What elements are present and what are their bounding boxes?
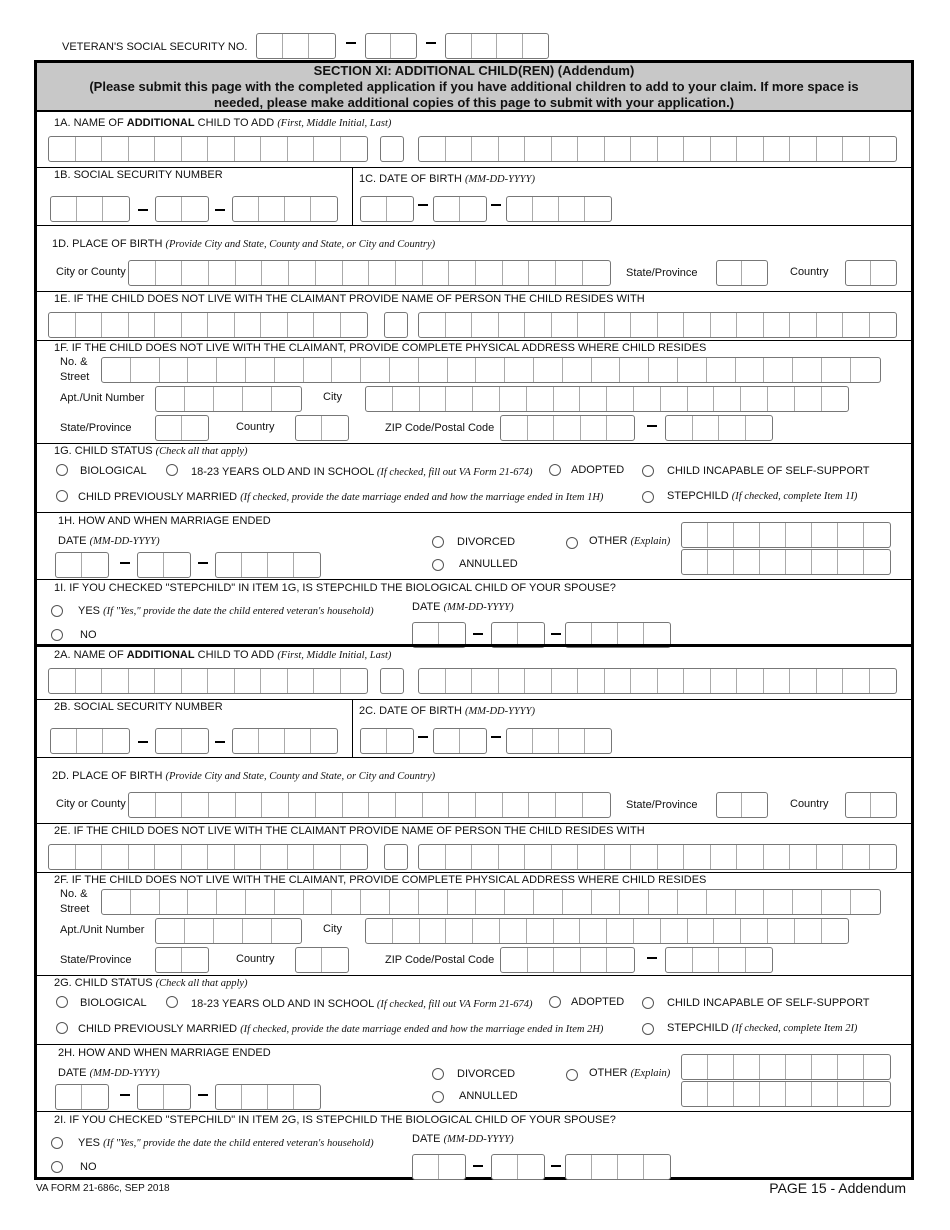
resides-middle-initial-input[interactable] [384, 844, 408, 870]
incapable-radio[interactable] [642, 997, 654, 1009]
ssn-label: 1B. SOCIAL SECURITY NUMBER [54, 169, 223, 181]
dash [491, 204, 501, 206]
annulled-radio[interactable] [432, 1091, 444, 1103]
dash [138, 741, 148, 743]
resides-last-name-input[interactable] [418, 312, 897, 338]
city-county-label: City or County [56, 798, 126, 810]
name-label [54, 117, 391, 129]
section-subtitle-1: (Please submit this page with the completed application if you have additional children to add to your claim. If more space is [89, 79, 859, 94]
child-dob-day-input[interactable] [433, 728, 487, 754]
married-hint: (If checked, provide the date marriage ended and how the marriage ended in Item 2H) [240, 1024, 604, 1035]
dash [418, 736, 428, 738]
name-label [54, 649, 391, 661]
resides-name-label: 1E. IF THE CHILD DOES NOT LIVE WITH THE CLAIMANT PROVIDE NAME OF PERSON THE CHILD RESIDES WITH [54, 293, 645, 305]
no-street-label-1: No. & [60, 356, 88, 368]
previously-married-radio[interactable] [56, 490, 68, 502]
date-label: DATE [412, 601, 444, 613]
apt-label: Apt./Unit Number [60, 924, 145, 936]
marriage-month-input[interactable] [55, 1084, 109, 1110]
divider [37, 975, 911, 976]
divider [37, 291, 911, 292]
other-explain-line2-input[interactable] [681, 549, 891, 575]
divider [352, 167, 353, 225]
stepchild-label [667, 490, 857, 502]
child-dob-month-input[interactable] [360, 196, 414, 222]
country-label: Country [790, 266, 829, 278]
other-hint: (Explain) [630, 1068, 671, 1079]
annulled-label: ANNULLED [459, 1090, 518, 1102]
adopted-label: ADOPTED [571, 996, 625, 1008]
zip-extension-input[interactable] [665, 947, 773, 973]
incapable-label: CHILD INCAPABLE OF SELF-SUPPORT [667, 465, 870, 477]
stepchild-question-label: 1I. IF YOU CHECKED "STEPCHILD" IN ITEM 1G, IS STEPCHILD THE BIOLOGICAL CHILD OF YOUR SPOUSE? [54, 582, 616, 594]
name-label-a: 1A. NAME OF [54, 117, 127, 129]
yes-label [78, 1137, 374, 1149]
name-label-b: CHILD TO ADD [194, 649, 278, 661]
dash [215, 741, 225, 743]
stepchild-question-label: 2I. IF YOU CHECKED "STEPCHILD" IN ITEM 2G, IS STEPCHILD THE BIOLOGICAL CHILD OF YOUR SPOUSE? [54, 1114, 616, 1126]
status-label [54, 445, 248, 457]
resides-first-name-input[interactable] [48, 312, 368, 338]
step-hint: (If checked, complete Item 2I) [731, 1023, 858, 1034]
child-ssn-part1-input[interactable] [50, 196, 130, 222]
dash [138, 209, 148, 211]
stepchild-no-radio[interactable] [51, 629, 63, 641]
status-hint: (Check all that apply) [155, 978, 248, 989]
divider [37, 167, 911, 168]
stepchild-label-text: STEPCHILD [667, 1022, 732, 1034]
school-label [191, 466, 532, 478]
date-hint: (MM-DD-YYYY) [443, 1134, 514, 1145]
veteran-ssn-label: VETERAN'S SOCIAL SECURITY NO. [62, 41, 248, 53]
school-radio[interactable] [166, 464, 178, 476]
biological-radio[interactable] [56, 996, 68, 1008]
name-hint: (First, Middle Initial, Last) [277, 118, 392, 129]
country-label: Country [790, 798, 829, 810]
entered-month-input[interactable] [412, 1154, 466, 1180]
child-ssn-part2-input[interactable] [155, 196, 209, 222]
adopted-radio[interactable] [549, 996, 561, 1008]
marriage-day-input[interactable] [137, 1084, 191, 1110]
married-hint: (If checked, provide the date marriage ended and how the marriage ended in Item 1H) [240, 492, 604, 503]
date-hint: (MM-DD-YYYY) [443, 602, 514, 613]
yes-label-text: YES [78, 605, 104, 617]
form-frame [34, 60, 914, 1180]
state-input[interactable] [155, 947, 209, 973]
child-ssn-part3-input[interactable] [232, 728, 338, 754]
name-label-a: 2A. NAME OF [54, 649, 127, 661]
state-province-label: State/Province [626, 799, 698, 811]
dash [198, 1094, 208, 1096]
ssn-label: 2B. SOCIAL SECURITY NUMBER [54, 701, 223, 713]
stepchild-label-text: STEPCHILD [667, 490, 732, 502]
country-input[interactable] [295, 947, 349, 973]
divider [37, 1111, 911, 1112]
entered-day-input[interactable] [491, 1154, 545, 1180]
city-county-label: City or County [56, 266, 126, 278]
child-ssn-part1-input[interactable] [50, 728, 130, 754]
country-input[interactable] [295, 415, 349, 441]
previously-married-radio[interactable] [56, 1022, 68, 1034]
stepchild-radio[interactable] [642, 1023, 654, 1035]
resides-address-label: 1F. IF THE CHILD DOES NOT LIVE WITH THE CLAIMANT, PROVIDE COMPLETE PHYSICAL ADDRESS WHERE CHILD RESIDES [54, 342, 707, 354]
other-label-text: OTHER [589, 1067, 631, 1079]
pob-hint: (Provide City and State, County and State, or City and Country) [165, 771, 436, 782]
city-label: City [323, 923, 342, 935]
stepchild-yes-radio[interactable] [51, 605, 63, 617]
incapable-label: CHILD INCAPABLE OF SELF-SUPPORT [667, 997, 870, 1009]
resides-first-name-input[interactable] [48, 844, 368, 870]
school-hint: (If checked, fill out VA Form 21-674) [376, 999, 533, 1010]
other-label-text: OTHER [589, 535, 631, 547]
stepchild-radio[interactable] [642, 491, 654, 503]
birth-state-input[interactable] [716, 792, 768, 818]
dash [551, 633, 561, 635]
page-number: PAGE 15 - Addendum [769, 1180, 906, 1196]
pob-hint: (Provide City and State, County and State, or City and Country) [165, 239, 436, 250]
no-label: NO [80, 629, 97, 641]
status-label-text: 1G. CHILD STATUS [54, 445, 156, 457]
stepchild-no-radio[interactable] [51, 1161, 63, 1173]
child-ssn-part3-input[interactable] [232, 196, 338, 222]
child-dob-day-input[interactable] [433, 196, 487, 222]
dash [491, 736, 501, 738]
apt-label: Apt./Unit Number [60, 392, 145, 404]
state-province-label: State/Province [626, 267, 698, 279]
marriage-year-input[interactable] [215, 552, 321, 578]
veteran-ssn-part1-input[interactable] [256, 33, 336, 59]
yes-hint: (If "Yes," provide the date the child entered veteran's household) [103, 606, 374, 617]
prev-married-label [78, 491, 603, 503]
zip-input[interactable] [500, 947, 635, 973]
biological-label: BIOLOGICAL [80, 465, 147, 477]
dob-label-text: 1C. DATE OF BIRTH [359, 173, 465, 185]
marriage-day-input[interactable] [137, 552, 191, 578]
divider [37, 823, 911, 824]
city-input[interactable] [365, 386, 849, 412]
ssn-dash [426, 42, 436, 44]
state-input[interactable] [155, 415, 209, 441]
prev-married-label [78, 1023, 603, 1035]
birth-city-input[interactable] [128, 792, 611, 818]
entered-date-label [412, 1133, 514, 1145]
city-input[interactable] [365, 918, 849, 944]
child-last-name-input[interactable] [418, 668, 897, 694]
child-last-name-input[interactable] [418, 136, 897, 162]
veteran-ssn-part3-input[interactable] [445, 33, 549, 59]
adopted-radio[interactable] [549, 464, 561, 476]
section-subtitle-2: needed, please make additional copies of this page to submit with your application.) [213, 95, 735, 110]
date-label: DATE [58, 1067, 90, 1079]
dash [647, 425, 657, 427]
dash [215, 209, 225, 211]
other-explain-line1-input[interactable] [681, 1054, 891, 1080]
date-hint: (MM-DD-YYYY) [89, 1068, 160, 1079]
divider [37, 443, 911, 444]
child-middle-initial-input[interactable] [380, 668, 404, 694]
ssn-dash [346, 42, 356, 44]
date-label: DATE [412, 1133, 444, 1145]
section-divider [37, 644, 911, 647]
incapable-radio[interactable] [642, 465, 654, 477]
other-explain-line1-input[interactable] [681, 522, 891, 548]
marriage-month-input[interactable] [55, 552, 109, 578]
divorced-radio[interactable] [432, 536, 444, 548]
dash [473, 633, 483, 635]
veteran-ssn-part2-input[interactable] [365, 33, 417, 59]
child-first-name-input[interactable] [48, 136, 368, 162]
stepchild-yes-radio[interactable] [51, 1137, 63, 1149]
divorced-label: DIVORCED [457, 1068, 516, 1080]
divorced-radio[interactable] [432, 1068, 444, 1080]
annulled-radio[interactable] [432, 559, 444, 571]
stepchild-label [667, 1022, 857, 1034]
other-label [589, 1067, 670, 1079]
name-label-bold: ADDITIONAL [126, 117, 195, 129]
no-label: NO [80, 1161, 97, 1173]
state-province-label: State/Province [60, 954, 132, 966]
school-hint: (If checked, fill out VA Form 21-674) [376, 467, 533, 478]
divider [37, 225, 911, 226]
section-title: SECTION XI: ADDITIONAL CHILD(REN) (Addendum) [313, 63, 635, 78]
state-province-label: State/Province [60, 422, 132, 434]
dash [120, 1094, 130, 1096]
city-label: City [323, 391, 342, 403]
dash [551, 1165, 561, 1167]
form-number: VA FORM 21-686c, SEP 2018 [36, 1183, 170, 1194]
dash [418, 204, 428, 206]
dob-label-text: 2C. DATE OF BIRTH [359, 705, 465, 717]
dob-hint: (MM-DD-YYYY) [464, 706, 535, 717]
resides-last-name-input[interactable] [418, 844, 897, 870]
dob-label [359, 705, 535, 717]
marriage-label: 2H. HOW AND WHEN MARRIAGE ENDED [58, 1047, 271, 1059]
date-label: DATE [58, 535, 90, 547]
other-radio[interactable] [566, 1069, 578, 1081]
country-label: Country [236, 421, 275, 433]
entered-date-label [412, 601, 514, 613]
status-hint: (Check all that apply) [155, 446, 248, 457]
prev-married-label-text: CHILD PREVIOUSLY MARRIED [78, 1023, 241, 1035]
school-radio[interactable] [166, 996, 178, 1008]
school-label-text: 18-23 YEARS OLD AND IN SCHOOL [191, 998, 377, 1010]
child-first-name-input[interactable] [48, 668, 368, 694]
divider [37, 579, 911, 580]
divider [37, 340, 911, 341]
birth-state-input[interactable] [716, 260, 768, 286]
no-street-label-2: Street [60, 903, 90, 915]
zip-extension-input[interactable] [665, 415, 773, 441]
zip-label: ZIP Code/Postal Code [385, 954, 495, 966]
resides-address-label: 2F. IF THE CHILD DOES NOT LIVE WITH THE CLAIMANT, PROVIDE COMPLETE PHYSICAL ADDRESS WHERE CHILD RESIDES [54, 874, 707, 886]
dob-hint: (MM-DD-YYYY) [464, 174, 535, 185]
divider [37, 699, 911, 700]
country-label: Country [236, 953, 275, 965]
divider [37, 757, 911, 758]
pob-label-text: 2D. PLACE OF BIRTH [52, 770, 166, 782]
resides-name-label: 2E. IF THE CHILD DOES NOT LIVE WITH THE CLAIMANT PROVIDE NAME OF PERSON THE CHILD RESIDES WITH [54, 825, 645, 837]
dash [198, 562, 208, 564]
resides-middle-initial-input[interactable] [384, 312, 408, 338]
yes-label [78, 605, 374, 617]
dash [120, 562, 130, 564]
adopted-label: ADOPTED [571, 464, 625, 476]
name-label-b: CHILD TO ADD [194, 117, 278, 129]
divider [352, 699, 353, 757]
divider [37, 1044, 911, 1045]
street-address-input[interactable] [101, 889, 881, 915]
annulled-label: ANNULLED [459, 558, 518, 570]
marriage-label: 1H. HOW AND WHEN MARRIAGE ENDED [58, 515, 271, 527]
other-explain-line2-input[interactable] [681, 1081, 891, 1107]
status-label-text: 2G. CHILD STATUS [54, 977, 156, 989]
no-street-label-2: Street [60, 371, 90, 383]
dob-label [359, 173, 535, 185]
zip-input[interactable] [500, 415, 635, 441]
biological-radio[interactable] [56, 464, 68, 476]
marriage-date-label [58, 535, 160, 547]
pob-label-text: 1D. PLACE OF BIRTH [52, 238, 166, 250]
child-middle-initial-input[interactable] [380, 136, 404, 162]
yes-hint: (If "Yes," provide the date the child entered veteran's household) [103, 1138, 374, 1149]
zip-label: ZIP Code/Postal Code [385, 422, 495, 434]
prev-married-label-text: CHILD PREVIOUSLY MARRIED [78, 491, 241, 503]
marriage-date-label [58, 1067, 160, 1079]
marriage-year-input[interactable] [215, 1084, 321, 1110]
divorced-label: DIVORCED [457, 536, 516, 548]
name-hint: (First, Middle Initial, Last) [277, 650, 392, 661]
divider [37, 872, 911, 873]
birth-country-input[interactable] [845, 792, 897, 818]
name-label-bold: ADDITIONAL [126, 649, 195, 661]
other-hint: (Explain) [630, 536, 671, 547]
child-dob-year-input[interactable] [506, 196, 612, 222]
street-address-input[interactable] [101, 357, 881, 383]
yes-label-text: YES [78, 1137, 104, 1149]
other-radio[interactable] [566, 537, 578, 549]
birth-city-input[interactable] [128, 260, 611, 286]
divider [37, 512, 911, 513]
dash [473, 1165, 483, 1167]
child-ssn-part2-input[interactable] [155, 728, 209, 754]
apt-number-input[interactable] [155, 386, 302, 412]
status-label [54, 977, 248, 989]
step-hint: (If checked, complete Item 1I) [731, 491, 858, 502]
child-dob-month-input[interactable] [360, 728, 414, 754]
school-label [191, 998, 532, 1010]
birth-country-input[interactable] [845, 260, 897, 286]
section-header [37, 63, 911, 112]
date-hint: (MM-DD-YYYY) [89, 536, 160, 547]
dash [647, 957, 657, 959]
biological-label: BIOLOGICAL [80, 997, 147, 1009]
entered-year-input[interactable] [565, 1154, 671, 1180]
apt-number-input[interactable] [155, 918, 302, 944]
no-street-label-1: No. & [60, 888, 88, 900]
pob-label [52, 770, 435, 782]
child-dob-year-input[interactable] [506, 728, 612, 754]
other-label [589, 535, 670, 547]
school-label-text: 18-23 YEARS OLD AND IN SCHOOL [191, 466, 377, 478]
pob-label [52, 238, 435, 250]
